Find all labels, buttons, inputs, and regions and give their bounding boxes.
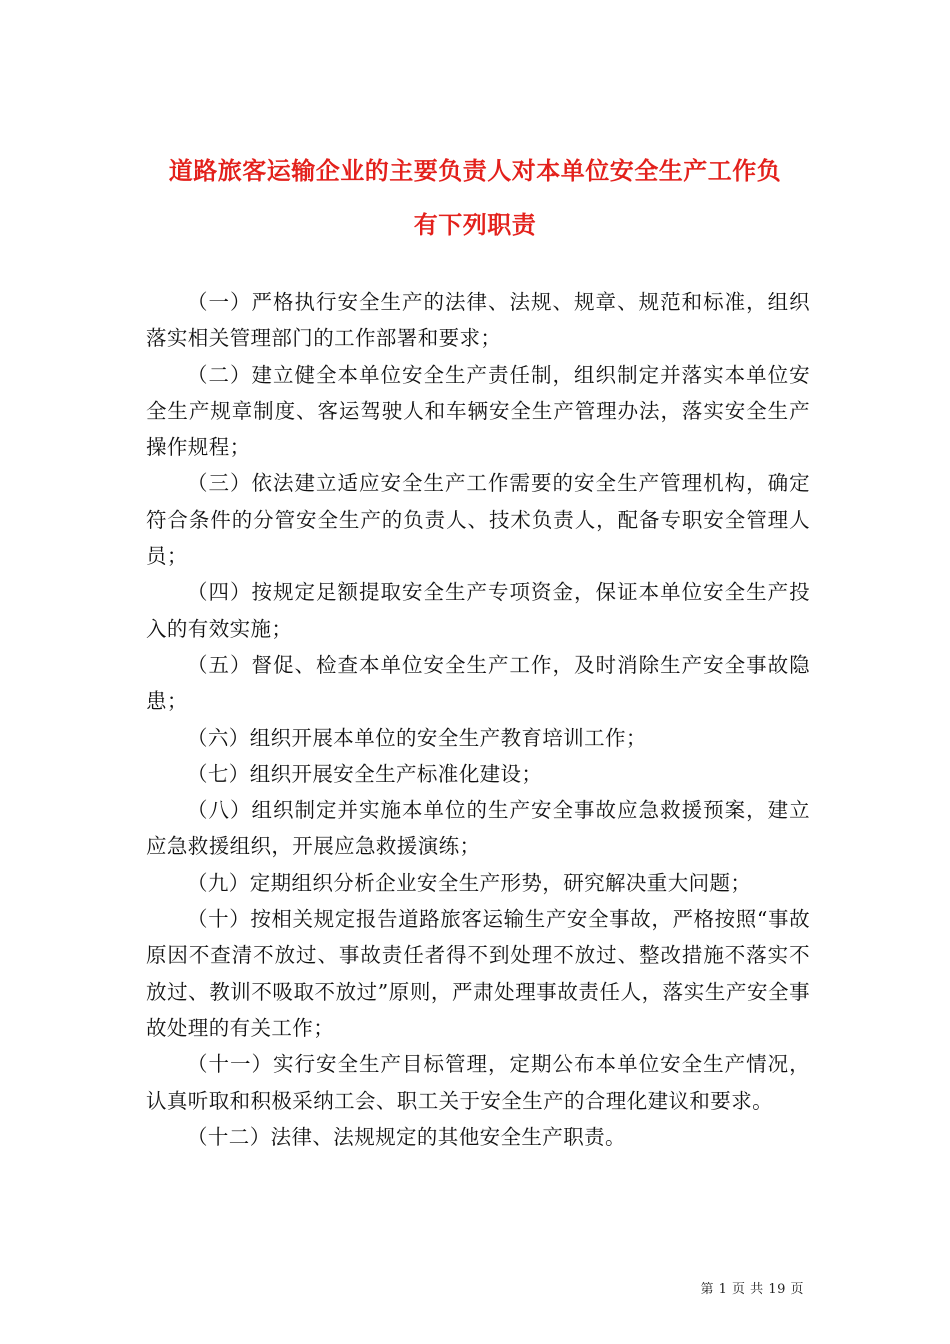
- paragraph-3: （三）依法建立适应安全生产工作需要的安全生产管理机构，确定符合条件的分管安全生产的负责人、技术负责人，配备专职安全管理人员；: [146, 471, 810, 569]
- title-line-1: 道路旅客运输企业的主要负责人对本单位安全生产工作负: [168, 157, 782, 186]
- document-body: [146, 284, 810, 1155]
- paragraph-5: （五）督促、检查本单位安全生产工作，及时消除生产安全事故隐患；: [146, 652, 810, 714]
- paragraph-8: （八）组织制定并实施本单位的生产安全事故应急救援预案，建立应急救援组织，开展应急救援演练；: [146, 798, 810, 859]
- paragraph-2: （二）建立健全本单位安全生产责任制，组织制定并落实本单位安全生产规章制度、客运驾驶人和车辆安全生产管理办法，落实安全生产操作规程；: [146, 362, 810, 460]
- paragraph-4: （四）按规定足额提取安全生产专项资金，保证本单位安全生产投入的有效实施；: [146, 580, 810, 641]
- paragraph-11: （十一）实行安全生产目标管理，定期公布本单位安全生产情况，认真听取和积极采纳工会、职工关于安全生产的合理化建议和要求。: [146, 1052, 810, 1113]
- paragraph-10: （十）按相关规定报告道路旅客运输生产安全事故，严格按照“事故原因不查清不放过、事故责任者得不到处理不放过、整改措施不落实不放过、教训不吸取不放过”原则，严肃处理事故责任人，落实生产安全事故处理的有关工作；: [146, 907, 810, 1040]
- paragraph-7: （七）组织开展安全生产标准化建设；: [187, 761, 543, 786]
- paragraph-12: （十二）法律、法规规定的其他安全生产职责。: [187, 1124, 626, 1149]
- paragraph-6: （六）组织开展本单位的安全生产教育培训工作；: [187, 725, 647, 750]
- document-title: [120, 144, 830, 252]
- paragraph-1: （一）严格执行安全生产的法律、法规、规章、规范和标准，组织落实相关管理部门的工作部署和要求；: [146, 290, 810, 351]
- paragraph-9: （九）定期组织分析企业安全生产形势，研究解决重大问题；: [187, 870, 752, 895]
- title-line-2: 有下列职责: [413, 211, 537, 240]
- page-number-footer: 第 1 页 共 19 页: [700, 1282, 804, 1297]
